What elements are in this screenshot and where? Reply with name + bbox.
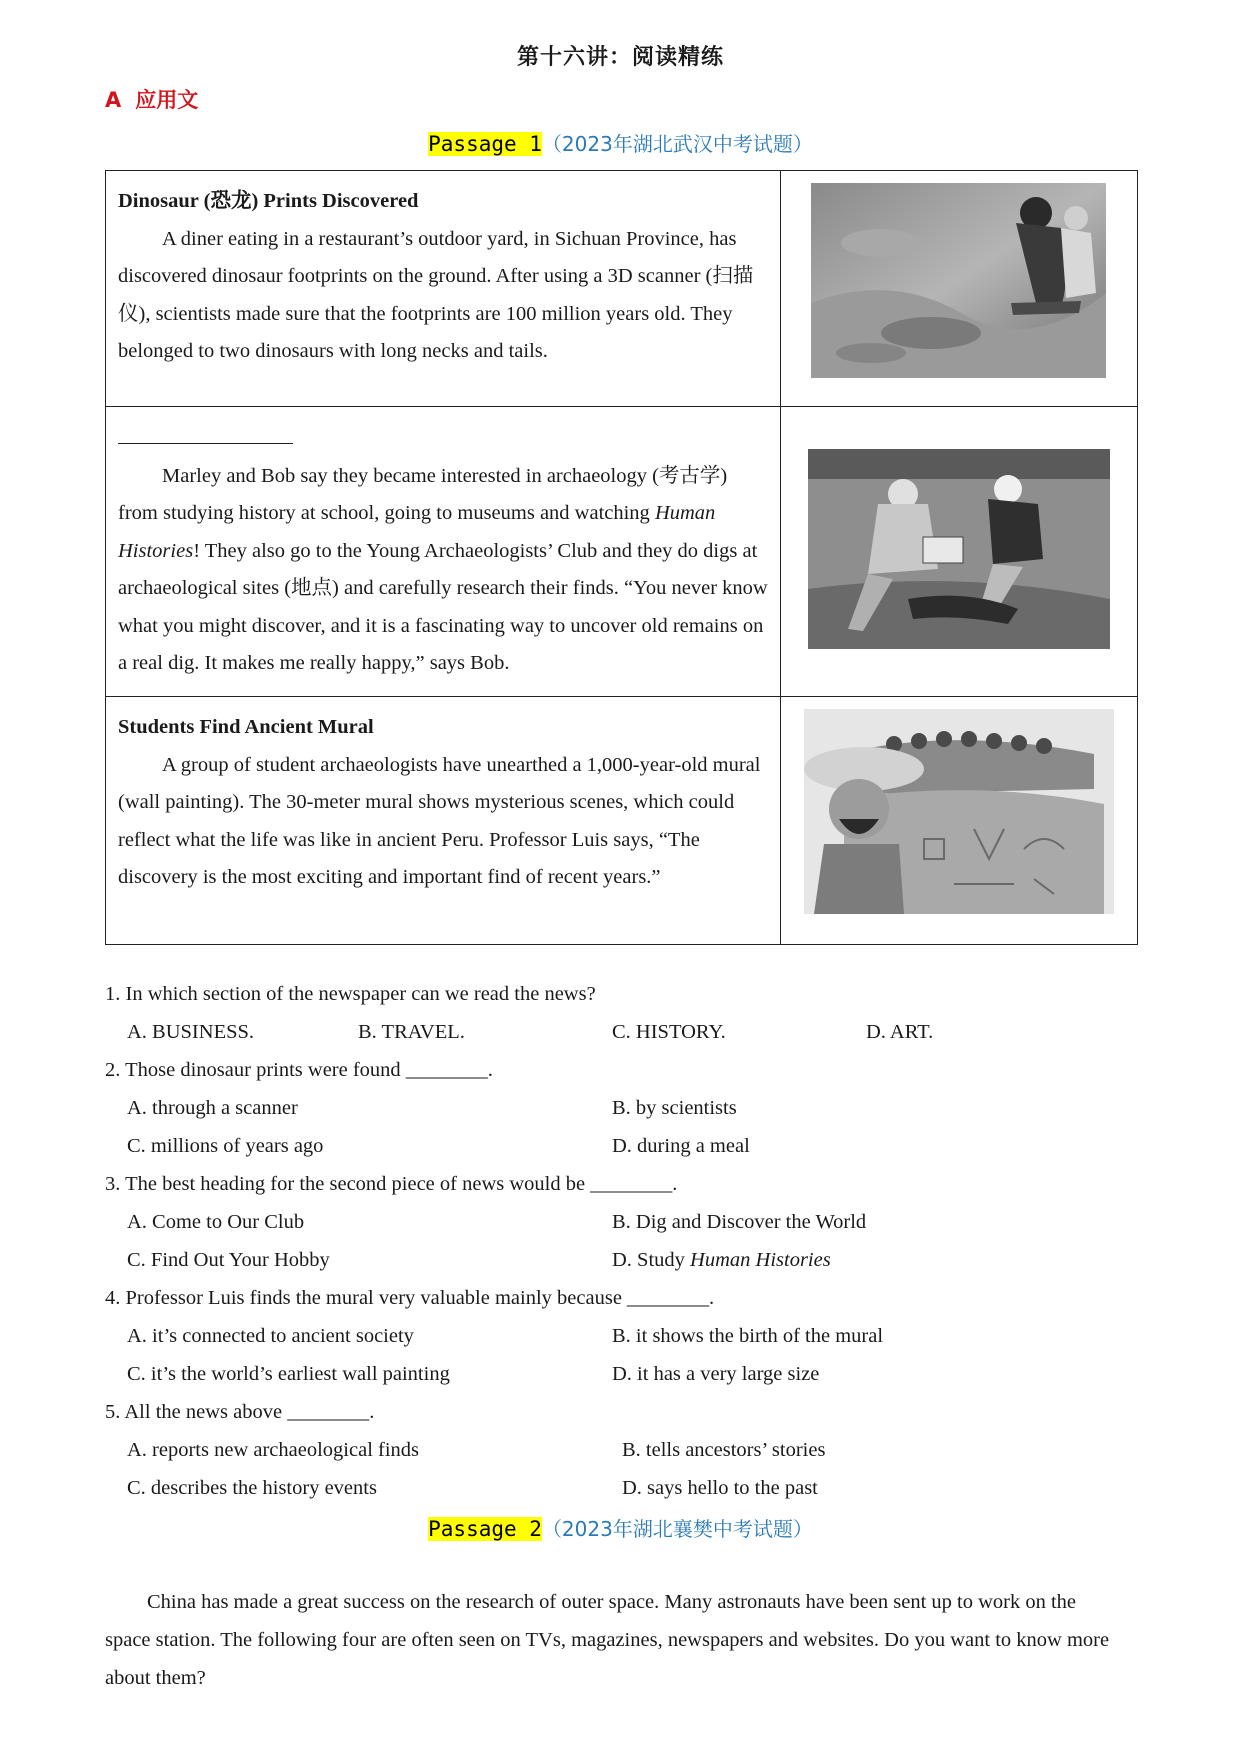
question-5-option-a[interactable]: A. reports new archaeological finds: [127, 1439, 420, 1461]
question-2-option-c[interactable]: C. millions of years ago: [127, 1135, 324, 1157]
young-archaeologists-photo: [808, 449, 1110, 649]
news-text-cell: [106, 407, 781, 697]
question-3-option-a[interactable]: A. Come to Our Club: [127, 1211, 305, 1233]
news-text-cell: [106, 171, 781, 407]
section-name: 应用文: [135, 88, 199, 112]
news-1-heading: Dinosaur (恐龙) Prints Discovered: [118, 190, 419, 212]
ancient-mural-photo: [804, 709, 1114, 914]
passage-1-source: （2023年湖北武汉中考试题）: [541, 132, 813, 156]
news-2-body: Marley and Bob say they became interested in archaeology (考古学) from studying history at school, going to museums and watching Human Histories! They also go to the Young Archaeologists’ Club and they do digs at archaeological sites (地点) and carefully research their finds. “You never know what you might discover, and it is a fascinating way to uncover old remains on a real dig. It makes me really happy,” says Bob.: [118, 464, 768, 674]
news-3-heading: Students Find Ancient Mural: [118, 716, 374, 738]
question-3-option-c[interactable]: C. Find Out Your Hobby: [127, 1249, 330, 1271]
question-1-option-b[interactable]: B. TRAVEL.: [358, 1021, 465, 1043]
question-5: 5. All the news above ________.: [105, 1401, 375, 1423]
question-2-option-b[interactable]: B. by scientists: [612, 1097, 737, 1119]
page-title: 第十六讲：阅读精练: [516, 45, 724, 70]
section-letter: A: [105, 88, 122, 112]
question-2: 2. Those dinosaur prints were found ________.: [105, 1059, 493, 1081]
question-2-option-d[interactable]: D. during a meal: [612, 1135, 750, 1157]
question-3-option-b[interactable]: B. Dig and Discover the World: [612, 1211, 867, 1233]
news-2-title-italic: Human Histories: [118, 502, 716, 562]
question-3-option-d[interactable]: D. Study Human Histories: [612, 1249, 831, 1271]
question-1-option-a[interactable]: A. BUSINESS.: [127, 1021, 255, 1043]
question-5-option-b[interactable]: B. tells ancestors’ stories: [622, 1439, 826, 1461]
question-4-option-b[interactable]: B. it shows the birth of the mural: [612, 1325, 884, 1347]
question-4-option-d[interactable]: D. it has a very large size: [612, 1363, 820, 1385]
dinosaur-prints-photo: [811, 183, 1106, 378]
news-photo-cell: [780, 407, 1137, 697]
question-2-option-a[interactable]: A. through a scanner: [127, 1097, 298, 1119]
question-1-option-d[interactable]: D. ART.: [866, 1021, 934, 1043]
news-table: [105, 170, 1138, 945]
news-1-body: A diner eating in a restaurant’s outdoor yard, in Sichuan Province, has discovered dinosaur footprints on the ground. After using a 3D scanner (扫描仪), scientists made sure that the footprints are 100 million years old. They belonged to two dinosaurs with long necks and tails.: [118, 227, 754, 362]
question-3-option-d-italic: Human Histories: [690, 1249, 831, 1271]
news-row: [106, 407, 1138, 697]
question-4-option-a[interactable]: A. it’s connected to ancient society: [127, 1325, 414, 1347]
news-3-body: A group of student archaeologists have unearthed a 1,000-year-old mural (wall painting). The 30-meter mural shows mysterious scenes, which could reflect what the life was like in ancient Peru. Professor Luis says, “The discovery is the most exciting and important find of recent years.”: [118, 753, 761, 888]
news-2-heading-blank: [118, 419, 769, 458]
question-1: 1. In which section of the newspaper can we read the news?: [105, 983, 596, 1005]
question-5-option-c[interactable]: C. describes the history events: [127, 1477, 377, 1499]
news-text-cell: [106, 697, 781, 945]
section-heading: [105, 84, 212, 114]
passage-1-label: Passage 1: [428, 132, 542, 156]
question-4-option-c[interactable]: C. it’s the world’s earliest wall painting: [127, 1363, 450, 1385]
news-row: [106, 171, 1138, 407]
passage-1-heading: [0, 128, 1241, 157]
question-1-option-c[interactable]: C. HISTORY.: [612, 1021, 726, 1043]
news-photo-cell: [780, 697, 1137, 945]
passage-2-source: （2023年湖北襄樊中考试题）: [541, 1517, 813, 1541]
passage-2-heading: [0, 1513, 1241, 1542]
question-4: 4. Professor Luis finds the mural very valuable mainly because ________.: [105, 1287, 715, 1309]
news-photo-cell: [780, 171, 1137, 407]
question-3: 3. The best heading for the second piece of news would be ________.: [105, 1173, 678, 1195]
news-row: [106, 697, 1138, 945]
passage-2-intro: China has made a great success on the research of outer space. Many astronauts have been sent up to work on the space station. The following four are often seen on TVs, magazines, newspapers and websites. Do you want to know more about them?: [105, 1591, 1110, 1689]
passage-2-label: Passage 2: [428, 1517, 542, 1541]
question-5-option-d[interactable]: D. says hello to the past: [622, 1477, 818, 1499]
